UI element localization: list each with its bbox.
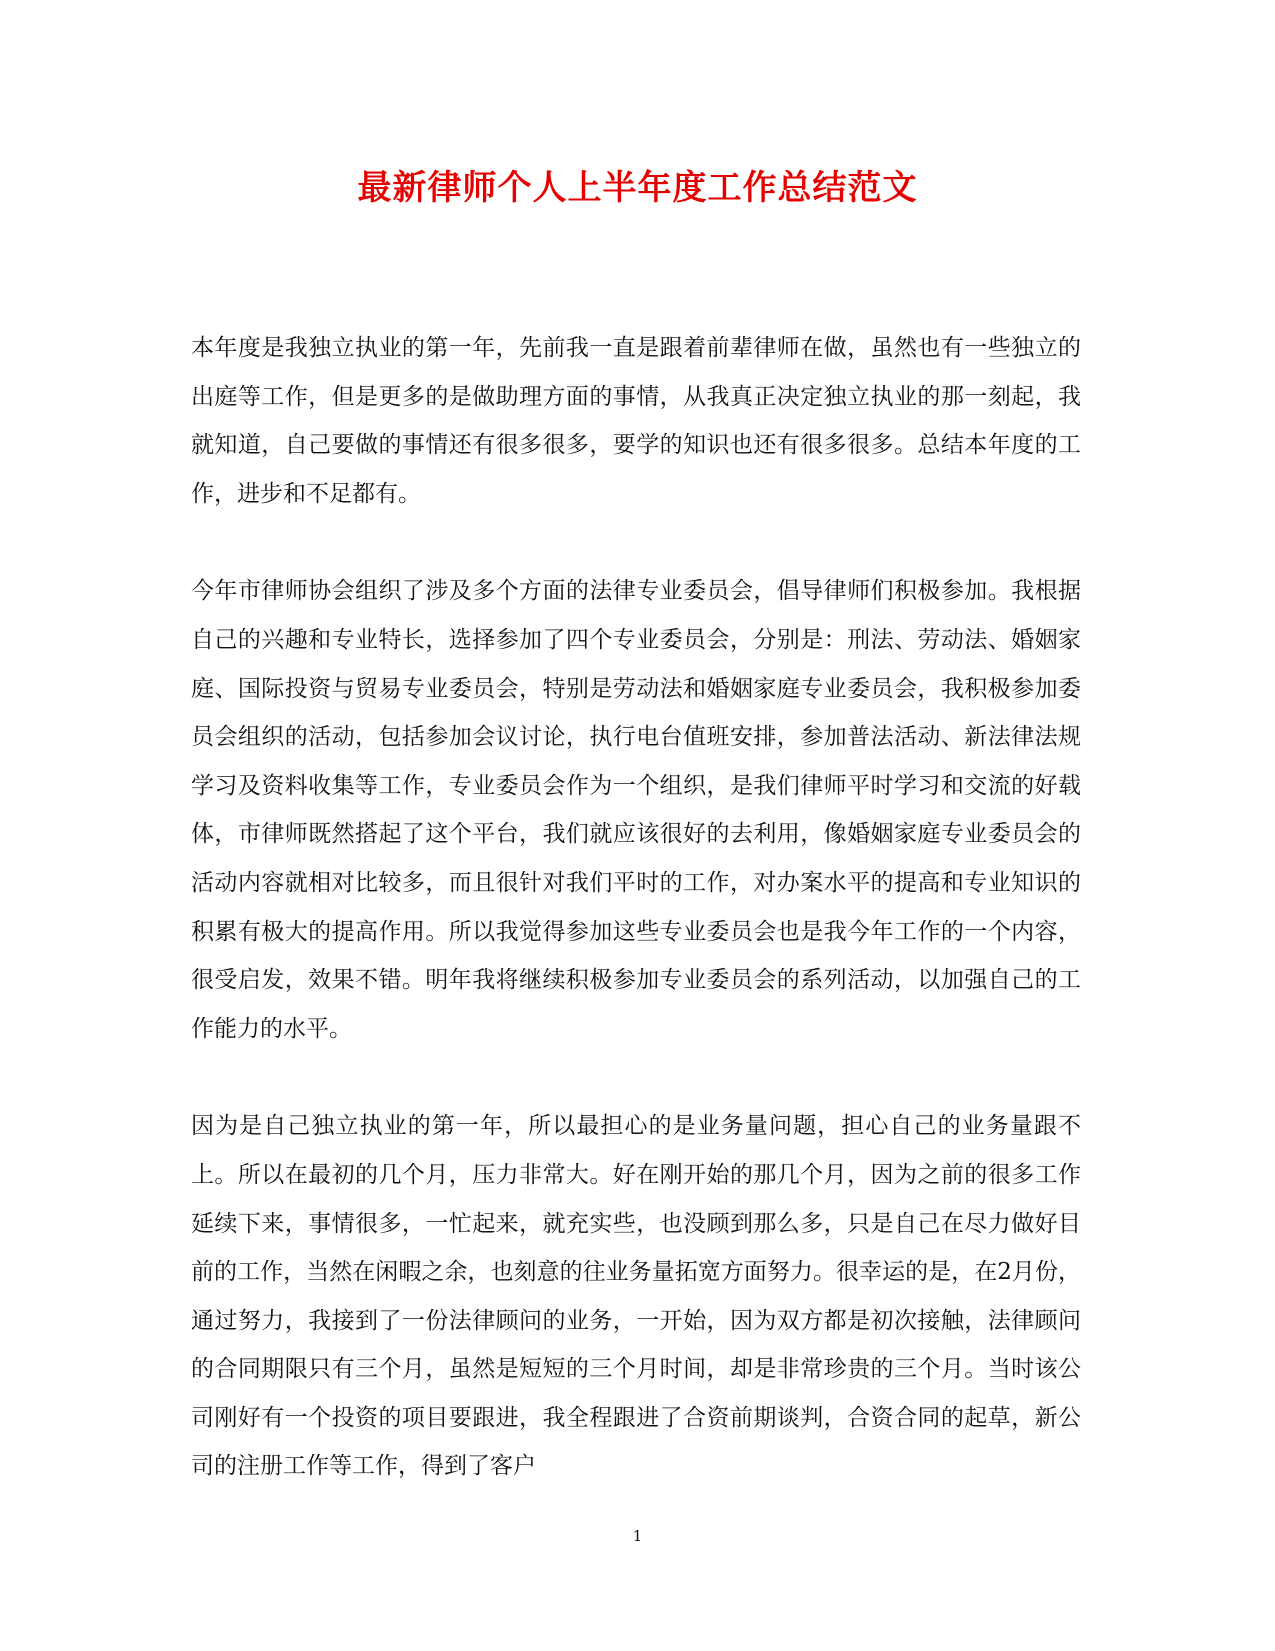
document-body: [191, 324, 1081, 1540]
paragraph-1: 本年度是我独立执业的第一年，先前我一直是跟着前辈律师在做，虽然也有一些独立的出庭等工作，但是更多的是做助理方面的事情，从我真正决定独立执业的那一刻起，我就知道，自己要做的事情还有很多很多，要学的知识也还有很多很多。总结本年度的工作，进步和不足都有。: [191, 335, 1081, 507]
paragraph-3: 因为是自己独立执业的第一年，所以最担心的是业务量问题，担心自己的业务量跟不上。所以在最初的几个月，压力非常大。好在刚开始的那几个月，因为之前的很多工作延续下来，事情很多，一忙起来，就充实些，也没顾到那么多，只是自己在尽力做好目前的工作，当然在闲暇之余，也刻意的往业务量拓宽方面努力。很幸运的是，在2月份，通过努力，我接到了一份法律顾问的业务，一开始，因为双方都是初次接触，法律顾问的合同期限只有三个月，虽然是短短的三个月时间，却是非常珍贵的三个月。当时该公司刚好有一个投资的项目要跟进，我全程跟进了合资前期谈判，合资合同的起草，新公司的注册工作等工作，得到了客户: [191, 1113, 1081, 1480]
document-title: 最新律师个人上半年度工作总结范文: [357, 168, 918, 208]
page-number: 1: [632, 1527, 643, 1545]
paragraph-2: 今年市律师协会组织了涉及多个方面的法律专业委员会，倡导律师们积极参加。我根据自己的兴趣和专业特长，选择参加了四个专业委员会，分别是：刑法、劳动法、婚姻家庭、国际投资与贸易专业委员会，特别是劳动法和婚姻家庭专业委员会，我积极参加委员会组织的活动，包括参加会议讨论，执行电台值班安排，参加普法活动、新法律法规学习及资料收集等工作，专业委员会作为一个组织，是我们律师平时学习和交流的好载体，市律师既然搭起了这个平台，我们就应该很好的去利用，像婚姻家庭专业委员会的活动内容就相对比较多，而且很针对我们平时的工作，对办案水平的提高和专业知识的积累有极大的提高作用。所以我觉得参加这些专业委员会也是我今年工作的一个内容，很受启发，效果不错。明年我将继续积极参加专业委员会的系列活动，以加强自己的工作能力的水平。: [191, 578, 1081, 1042]
